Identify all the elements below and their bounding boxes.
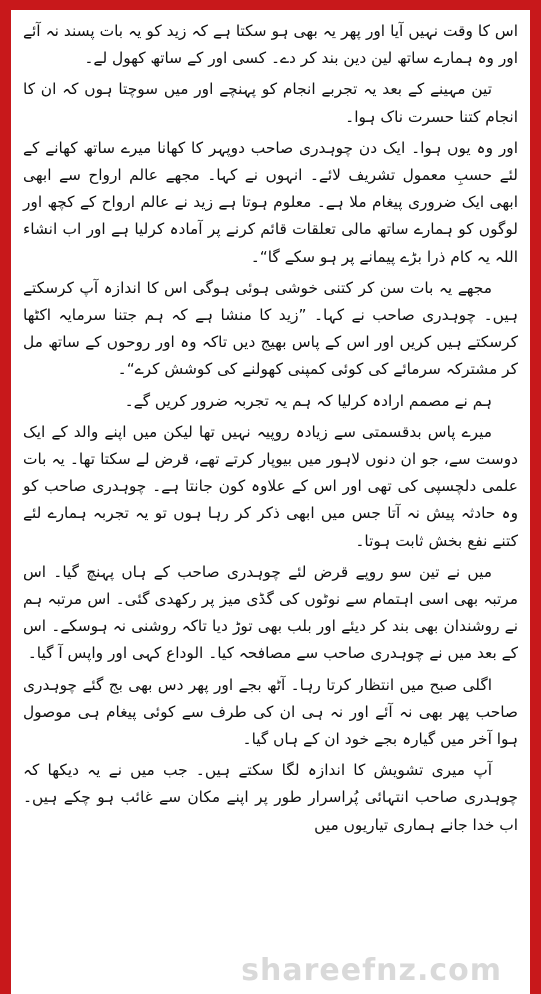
paragraph-7: میں نے تین سو روپے قرض لئے چوہدری صاحب کے ہاں پہنچ گیا۔ اس مرتبہ بھی اسی اہتمام سے نوٹوں کی گڈی میز پر رکھدی گئی۔ اس مرتبہ ہم نے روشندان بھی بند کر دیئے اور بلب بھی توڑ دیا تاکہ روشنی نہ ہوسکے۔ اس کے بعد میں نے چوہدری صاحب سے مصافحہ کیا۔ الوداع کہی اور واپس آ گیا۔ xyxy=(23,562,518,663)
urdu-text-body xyxy=(11,10,530,839)
paragraph-2: تین مہینے کے بعد یہ تجربے انجام کو پہنچے اور میں سوچتا ہوں کہ ان کا انجام کتنا حسرت ناک ہوا۔ xyxy=(23,80,518,126)
paragraph-3: اور وہ یوں ہوا۔ ایک دن چوہدری صاحب دوپہر کا کھانا میرے ساتھ کھانے کے لئے حسبِ معمول تشریف لائے۔ انہوں نے کہا۔ مجھے عالم ارواح سے ابھی ابھی ایک ضروری پیغام ملا ہے۔ معلوم ہوتا ہے زید نے عالم ارواح کے کچھ اور لوگوں کو ہمارے ساتھ مالی تعلقات قائم کرنے پر آمادہ کرلیا ہے اور اب انشاء اللہ یہ کام ذرا بڑے پیمانے پر ہو سکے گا“۔ xyxy=(23,138,518,266)
watermark: shareefnz.com xyxy=(241,953,502,988)
paragraph-6: میرے پاس بدقسمتی سے زیادہ روپیہ نہیں تھا لیکن میں اپنے والد کے ایک دوست سے، جو ان دنوں لاہور میں بیوپار کرتے تھے، قرض لے سکتا تھا۔ یہ بات علمی دلچسپی کی تھی اور اس کے علاوہ کون جانتا ہے۔ چوہدری صاحب کو وہ حادثہ پیش نہ آتا جس میں ابھی ذکر کر رہا ہوں تو یہ تجربہ ہمارے لئے کتنے نفع بخش ثابت ہوتا۔ xyxy=(23,422,518,550)
paragraph-9: آپ میری تشویش کا اندازہ لگا سکتے ہیں۔ جب میں نے یہ دیکھا کہ چوہدری صاحب انتہائی پُراسرار طور پر اپنے مکان سے غائب ہو چکے ہیں۔ اب خدا جانے ہماری تیاریوں میں xyxy=(23,761,518,834)
paragraph-4: مجھے یہ بات سن کر کتنی خوشی ہوئی ہوگی اس کا اندازہ آپ کرسکتے ہیں۔ چوہدری صاحب نے کہا۔ ”زید کا منشا ہے کہ ہم جتنا سرمایہ اکٹھا کرسکتے ہیں کریں اور اس کے پاس بھیج دیں تاکہ وہ اور روحوں کے ساتھ مل کر مشترکہ سرمائے کی کوئی کمپنی کھولنے کی کوشش کرے“۔ xyxy=(23,278,518,379)
page xyxy=(11,10,530,994)
paragraph-5: ہم نے مصمم ارادہ کرلیا کہ ہم یہ تجربہ ضرور کریں گے۔ xyxy=(124,391,492,410)
paragraph-8: اگلی صبح میں انتظار کرتا رہا۔ آٹھ بجے اور پھر دس بھی بج گئے چوہدری صاحب پھر بھی نہ آئے اور نہ ہی ان کی طرف سے کوئی پیغام ہی موصول ہوا آخر میں گیارہ بجے خود ان کے ہاں گیا۔ xyxy=(23,675,518,749)
paragraph-1: اس کا وقت نہیں آیا اور پھر یہ بھی ہو سکتا ہے کہ زید کو یہ بات پسند نہ آئے اور وہ ہمارے ساتھ لین دین بند کر دے۔ کسی اور کے ساتھ کھول لے۔ xyxy=(23,22,518,68)
